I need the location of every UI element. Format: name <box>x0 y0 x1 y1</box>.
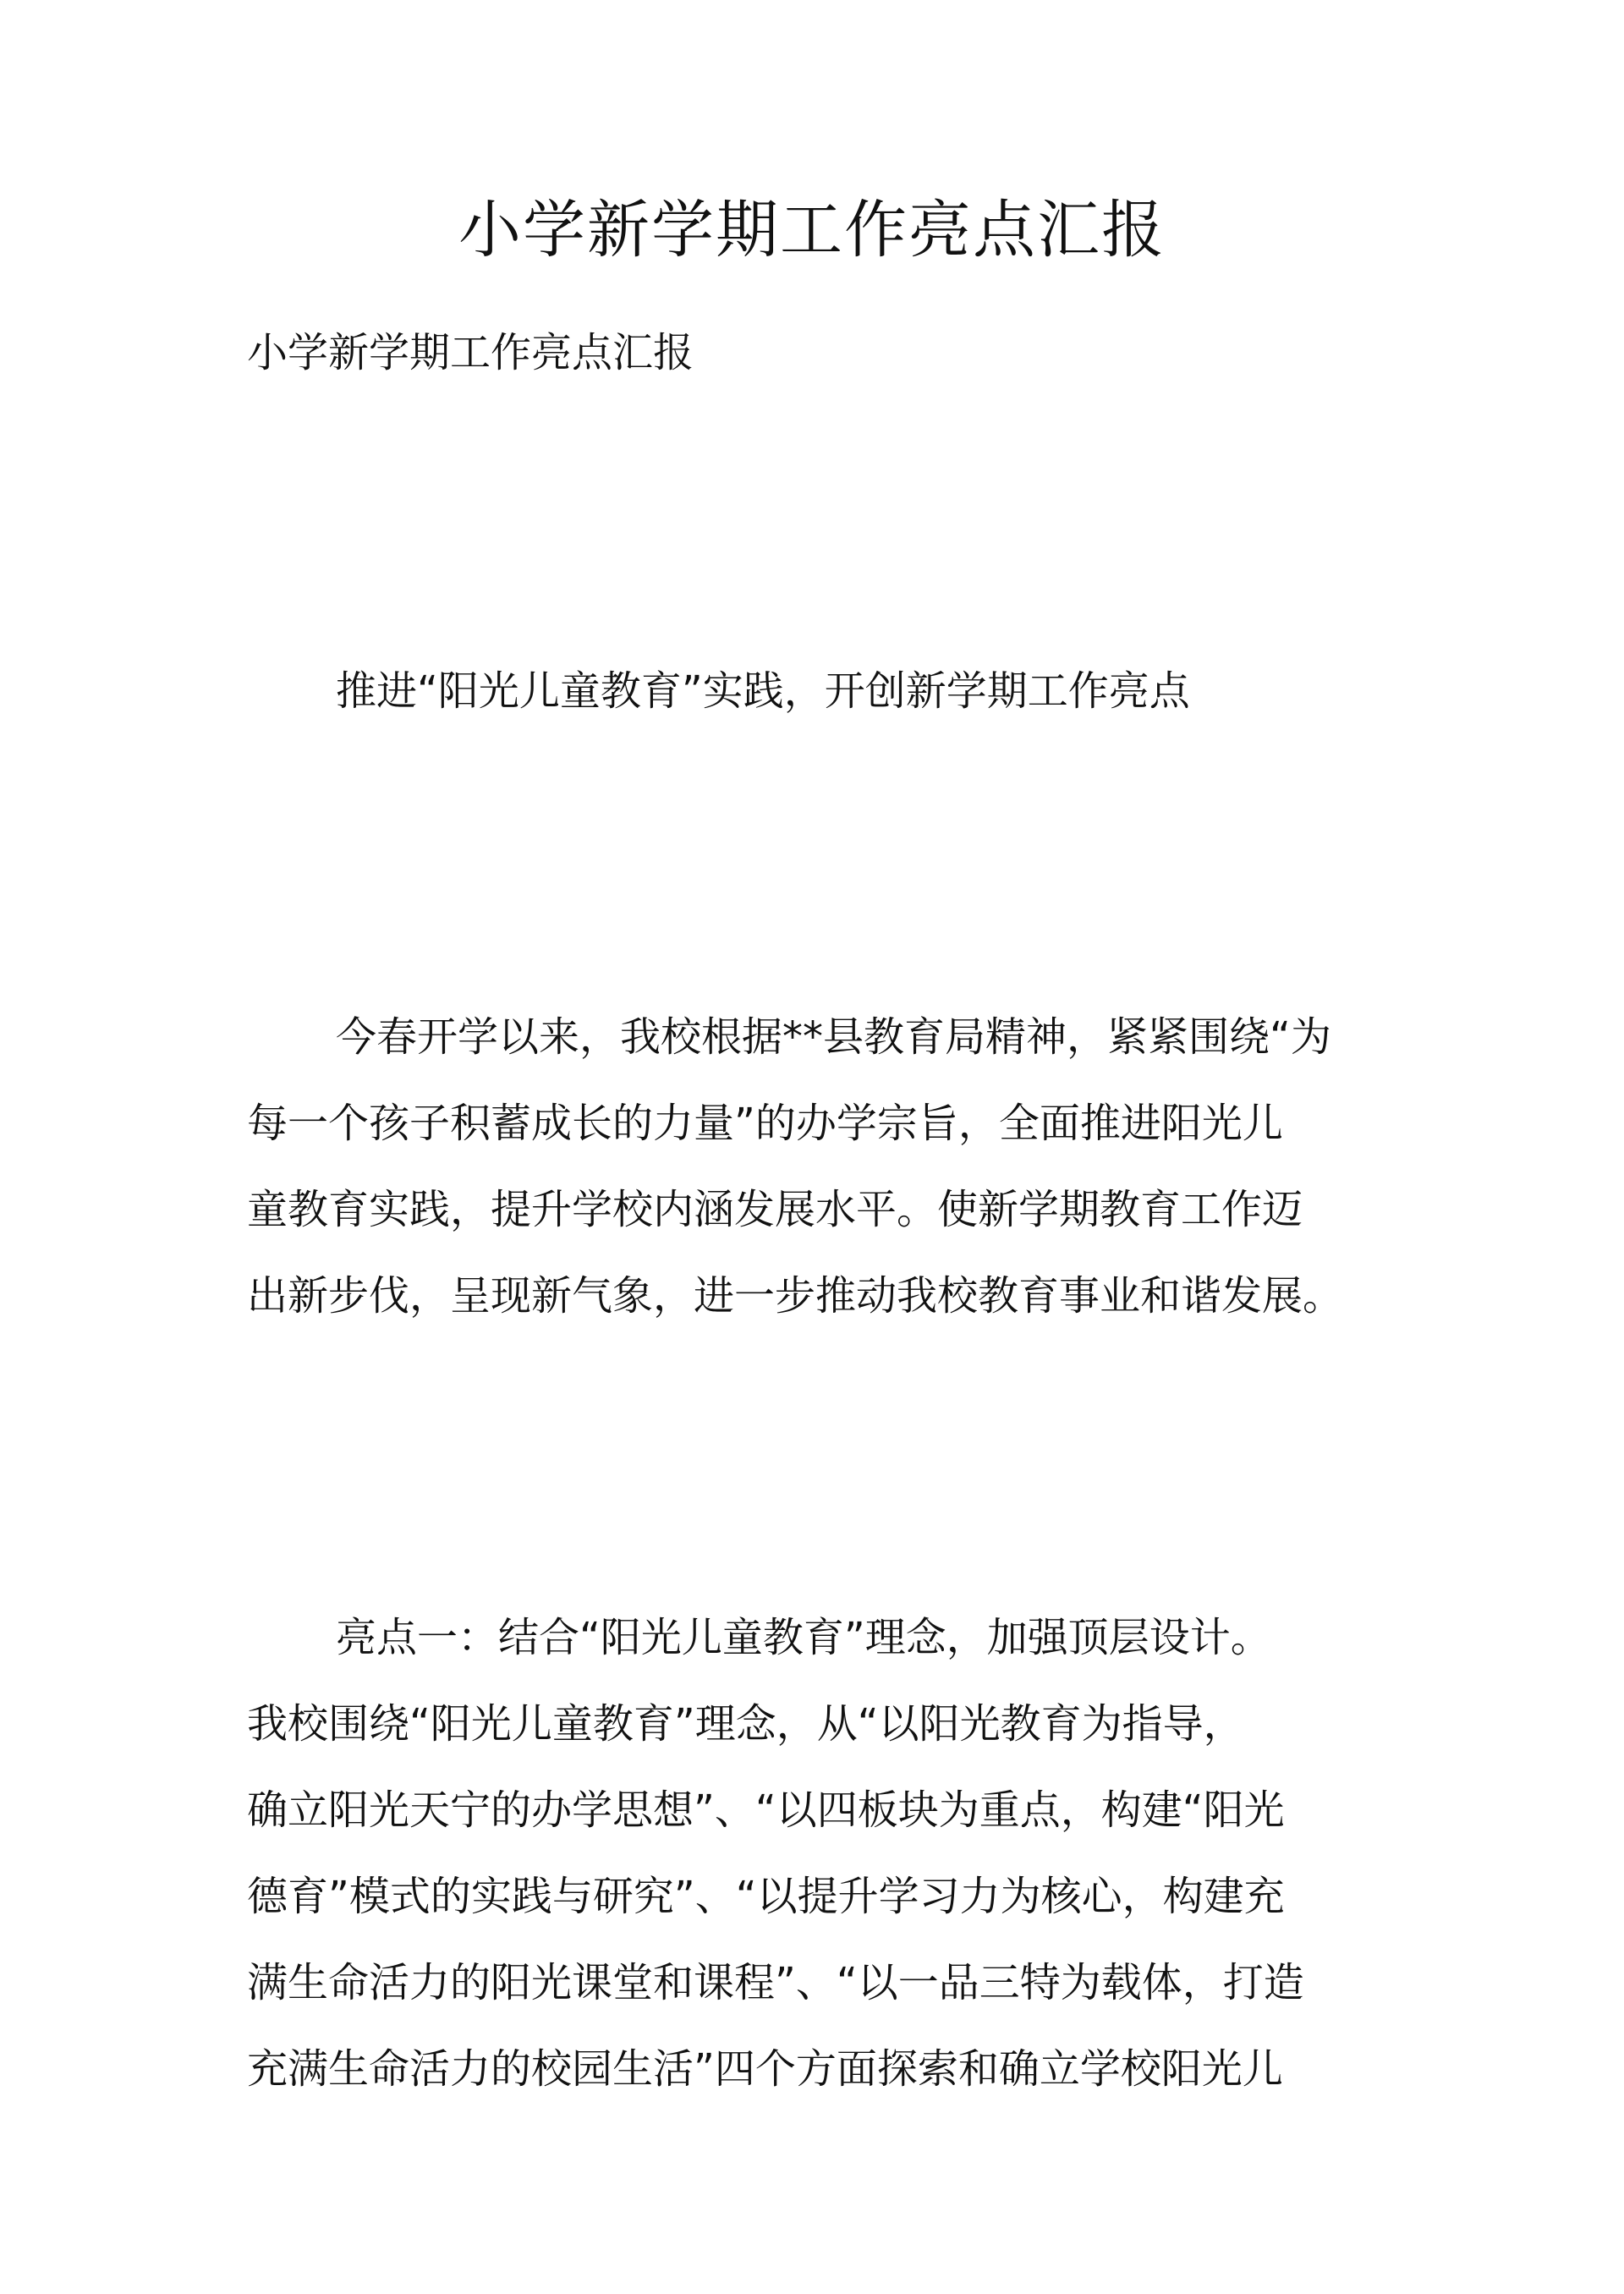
paragraph-line: 童教育实践，提升学校内涵发展水平。使新学期教育工作迈 <box>247 1186 1303 1233</box>
section-heading: 推进“阳光儿童教育”实践，开创新学期工作亮点 <box>336 667 1190 715</box>
paragraph-line: 充满生命活力的校园生活”四个方面探索和确立学校阳光儿 <box>247 2045 1283 2093</box>
paragraph-line: 今春开学以来，我校根据**县教育局精神，紧紧围绕“为 <box>336 1013 1331 1061</box>
paragraph-line: 满生命活力的阳光课堂和课程”、“以一品三特为载体，打造 <box>247 1959 1304 2006</box>
paragraph-intro <box>247 994 1385 1339</box>
document-title: 小学新学期工作亮点汇报 <box>458 194 1166 266</box>
paragraph-line: 出新步伐，呈现新气象，进一步推动我校教育事业和谐发展。 <box>247 1272 1344 1320</box>
paragraph-line: 德育”模式的实践与研究”、“以提升学习力为核心，构建充 <box>247 1873 1285 1920</box>
paragraph-line: 我校围绕“阳光儿童教育”理念，从“以阳光教育为指导， <box>247 1700 1244 1748</box>
paragraph-line: 亮点一：结合“阳光儿童教育”理念，加强顶层设计。 <box>336 1614 1271 1661</box>
paragraph-line: 确立阳光天宁的办学思想”、“以四板块为重点，构建“阳光 <box>247 1786 1285 1834</box>
document-subtitle: 小学新学期工作亮点汇报 <box>247 329 694 376</box>
paragraph-highlight-one <box>247 1594 1385 2112</box>
paragraph-line: 每一个孩子积蓄成长的力量”的办学宗旨，全面推进阳光儿 <box>247 1100 1283 1147</box>
